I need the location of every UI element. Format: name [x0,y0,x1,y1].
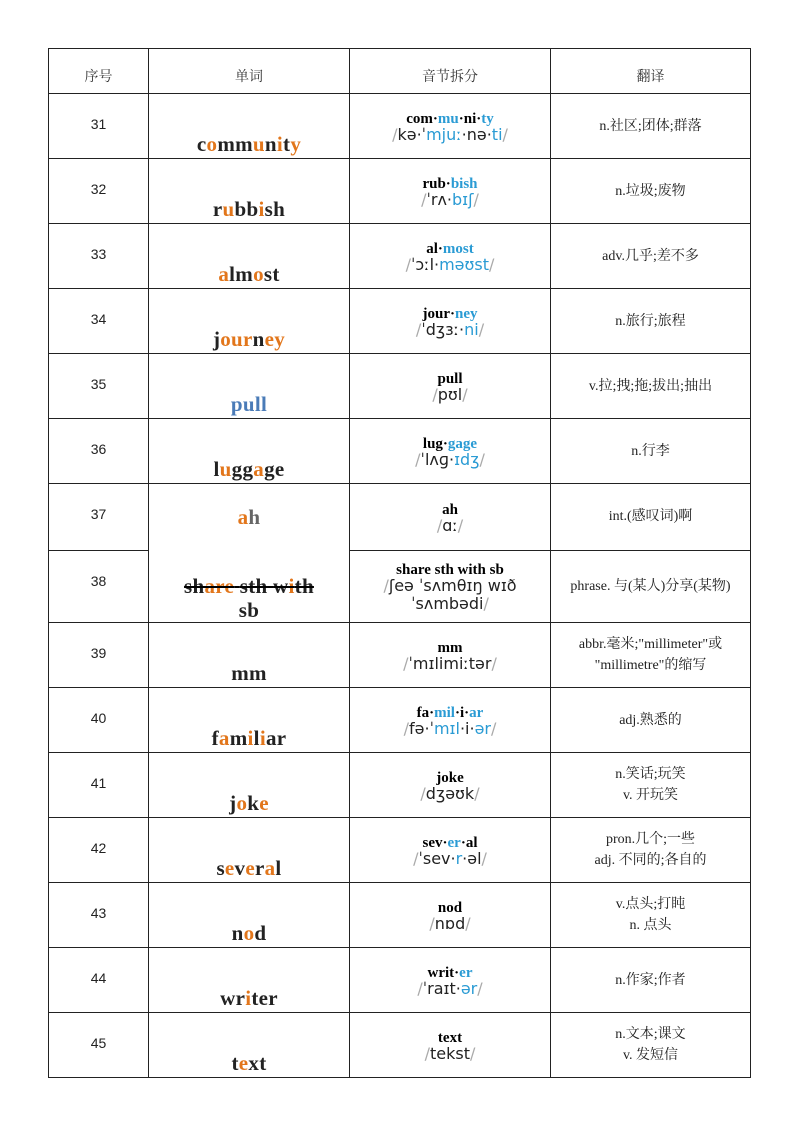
table-row [49,354,751,419]
table-row [49,818,751,883]
word-cell [149,224,350,289]
word: share sth with sb [184,574,314,622]
syllable-split: pull [437,371,463,387]
row-number: 32 [49,159,149,224]
translation-cell: abbr.毫米;"millimeter"或 "millimetre"的缩写 [551,623,751,688]
row-number: 34 [49,289,149,354]
syllable-split: com·mu·ni·ty [406,111,494,127]
syllable-cell [350,818,551,883]
word-cell [149,818,350,883]
phonetic: /tekst/ [424,1044,476,1063]
word-cell [149,623,350,688]
row-number: 44 [49,948,149,1013]
row-number: 38 [49,550,149,622]
phonetic: /ʃeə ˈsʌmθɪŋ wɪð ˈsʌmbədi/ [383,576,517,614]
word: nod [231,921,267,945]
syllable-cell [350,688,551,753]
phonetic: /kə·ˈmjuː·nə·ti/ [392,125,508,144]
word-cell [149,883,350,948]
table-row [49,94,751,159]
header-translation: 翻译 [551,49,751,94]
syllable-split: joke [436,770,464,786]
table-row [49,883,751,948]
syllable-split: jour·ney [422,306,478,322]
word: familiar [211,726,287,750]
word: ah [237,505,261,529]
row-number: 31 [49,94,149,159]
syllable-split: rub·bish [422,176,478,192]
table-row [49,753,751,818]
header-syllable: 音节拆分 [350,49,551,94]
phonetic: /ˈraɪt·ər/ [417,979,483,998]
translation-cell: n.作家;作者 [551,948,751,1013]
table-row [49,484,751,551]
header-word: 单词 [149,49,350,94]
translation-cell: n.文本;课文 v. 发短信 [551,1013,751,1078]
word-cell-merged [149,484,350,623]
translation-cell: adv.几乎;差不多 [551,224,751,289]
syllable-split: sev·er·al [422,835,478,851]
word-cell [149,688,350,753]
vocabulary-sheet [48,48,750,1078]
syllable-split: nod [437,900,463,916]
syllable-cell [350,419,551,484]
translation-cell: n.垃圾;废物 [551,159,751,224]
phonetic: /ˈmɪlimiːtər/ [403,654,497,673]
word-cell [149,419,350,484]
table-row [49,224,751,289]
table-row [49,948,751,1013]
syllable-cell [350,948,551,1013]
syllable-cell [350,1013,551,1078]
row-number: 40 [49,688,149,753]
table-row [49,289,751,354]
word-cell [149,753,350,818]
word: several [216,856,282,880]
phonetic: /fə·ˈmɪl·i·ər/ [403,719,497,738]
phonetic: /ˈɔːl·məʊst/ [405,255,495,274]
translation-cell: pron.几个;一些 adj. 不同的;各自的 [551,818,751,883]
syllable-cell [350,159,551,224]
syllable-split: text [437,1030,463,1046]
phonetic: /ˈsev·r·əl/ [413,849,487,868]
translation-cell: n.社区;团体;群落 [551,94,751,159]
table-row [49,688,751,753]
word: writer [220,986,278,1010]
row-number: 37 [49,484,149,551]
syllable-cell [350,354,551,419]
translation-cell: int.(感叹词)啊 [551,484,751,551]
table-row [49,419,751,484]
header-row [49,49,751,94]
syllable-cell [350,883,551,948]
translation-cell: v.点头;打盹 n. 点头 [551,883,751,948]
syllable-split: share sth with sb [396,562,504,579]
translation-cell: adj.熟悉的 [551,688,751,753]
syllable-cell [350,94,551,159]
syllable-split: lug·gage [422,436,478,452]
row-number: 43 [49,883,149,948]
translation-cell: v.拉;拽;拖;拔出;抽出 [551,354,751,419]
word-cell [149,1013,350,1078]
word-cell [149,289,350,354]
header-num: 序号 [49,49,149,94]
word-cell [149,354,350,419]
phonetic: /pʊl/ [432,385,468,404]
syllable-cell [350,224,551,289]
row-number: 42 [49,818,149,883]
row-number: 33 [49,224,149,289]
syllable-split: mm [437,640,463,656]
syllable-split: ah [442,501,458,518]
translation-cell: phrase. 与(某人)分享(某物) [551,550,751,622]
word: rubbish [212,197,286,221]
word: almost [218,262,280,286]
syllable-cell [350,289,551,354]
word: community [196,132,302,156]
word: pull [230,392,268,416]
syllable-split: al·most [426,241,474,257]
table-row [49,623,751,688]
word: mm [231,661,267,685]
word: journey [212,327,286,351]
syllable-cell [350,753,551,818]
word-cell [149,948,350,1013]
translation-cell: n.笑话;玩笑 v. 开玩笑 [551,753,751,818]
table-row [49,159,751,224]
phonetic: /ˈdʒɜː·ni/ [415,320,485,339]
syllable-split: writ·er [427,965,473,981]
syllable-cell [350,623,551,688]
word-cell [149,94,350,159]
phonetic: /ˈlʌɡ·ɪdʒ/ [415,450,485,469]
row-number: 36 [49,419,149,484]
phonetic: /dʒəʊk/ [420,784,480,803]
word: text [231,1051,267,1075]
phonetic: /nɒd/ [429,914,471,933]
word: luggage [213,457,285,481]
translation-cell: n.行李 [551,419,751,484]
syllable-cell [350,484,551,551]
syllable-cell [350,550,551,622]
translation-cell: n.旅行;旅程 [551,289,751,354]
row-number: 39 [49,623,149,688]
syllable-split: fa·mil·i·ar [416,705,484,721]
word-cell [149,159,350,224]
phonetic: /ˈrʌ·bɪʃ/ [421,190,479,209]
word: joke [229,791,269,815]
phonetic: /ɑː/ [436,515,464,535]
table-row [49,1013,751,1078]
row-number: 35 [49,354,149,419]
row-number: 41 [49,753,149,818]
vocabulary-table [48,48,751,1078]
row-number: 45 [49,1013,149,1078]
